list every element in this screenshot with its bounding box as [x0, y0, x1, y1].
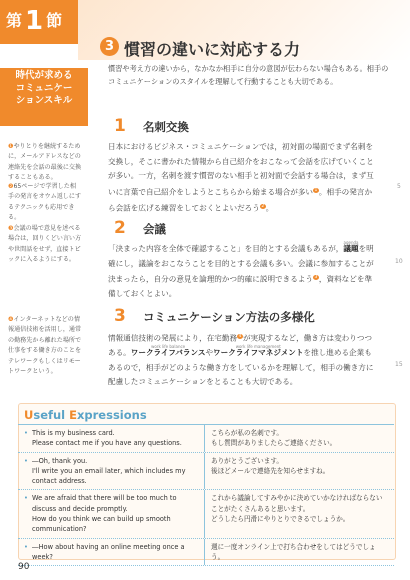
table-row	[18, 425, 394, 453]
term-bold: 議題	[343, 244, 359, 253]
footnote-marker: 1	[314, 187, 318, 193]
expression-english: • ―Oh, thank you. I'll write you an email later, which includes my contact address.	[18, 453, 204, 490]
expression-english: • This is my business card. Please contact me if you have any questions.	[18, 425, 204, 452]
sidenote-number: ❹	[8, 316, 14, 323]
expression-english: • We are afraid that there will be too much to discuss and decide promptly. How do you think we can build up smooth communication?	[18, 490, 204, 537]
paragraph-text: を推し進める企業もあるので，相手がどのような働き方をしているかを理解して，相手の働き方に配慮したコミュニケーションをとることも大切である。	[108, 348, 374, 387]
term-work-life-management	[213, 346, 303, 361]
subsection-heading-1	[114, 116, 189, 136]
footnote-marker: 3	[314, 275, 318, 281]
expression-japanese: こちらが私の名刺です。 もし質問がありましたらご連絡ください。	[204, 425, 394, 452]
table-row	[18, 453, 394, 491]
title-letter: U	[24, 408, 34, 422]
subsection-title: 会議	[142, 222, 166, 236]
paragraph-text: や	[205, 348, 214, 358]
subsection-1-body	[108, 140, 376, 216]
subsection-number: 2	[114, 218, 126, 238]
term-ruby: agenda	[343, 240, 359, 245]
term-work-life-balance	[131, 346, 206, 361]
paragraph-text: を明確にし，議論をおこなうことを目的とする会議も多い。会議に参加することが決まったら，自分の意見を論理的かつ的確に説明できるよう	[108, 244, 374, 284]
line-number: 15	[395, 361, 403, 368]
expression-japanese: これから議論してすみやかに決めていかなければならないことがたくさんあると思います。 どうしたら円滑にやりとりできるでしょうか。	[204, 490, 394, 537]
term-bold: ワークライフマネジメント	[213, 348, 304, 358]
line-number: 5	[397, 183, 401, 190]
sidenote-text: 会議の場で意見を述べる場合は，回りくどい言い方や世間話をせず，直接トピックに入るようにする。	[8, 225, 82, 264]
subsection-heading-2	[114, 218, 166, 238]
chapter-number: 1	[25, 6, 45, 36]
table-row	[18, 539, 394, 567]
title-letter: E	[69, 408, 77, 422]
section-title: 慣習の違いに対応する力	[124, 40, 301, 59]
sidenote-text: 65ページで学習した相手の発言をオウム返しにするテクニックも応用できる。	[8, 183, 82, 222]
paragraph-text: 。相手の発言から会話を広げる練習をしておくとよいだろう	[108, 187, 373, 213]
term-ruby: work life balance	[151, 344, 186, 350]
paragraph-text: が実現するなど，働き方は変わりつつある。	[108, 333, 373, 358]
expression-japanese: 週に一度オンライン上で打ち合わせをしてはどうでしょう。	[204, 539, 394, 566]
paragraph-text: 「決まった内容を全体で確認すること」を目的とする会議もあるが，	[108, 244, 344, 253]
term-agenda	[343, 242, 358, 257]
chapter-suffix: 節	[46, 11, 64, 30]
sidenote-number: ❸	[8, 225, 14, 232]
subsection-2-body	[108, 242, 376, 302]
expression-japanese: ありがとうございます。 後ほどメールで連絡先を知らせますね。	[204, 453, 394, 490]
sidenote-2	[8, 182, 82, 224]
sidenote-4	[8, 315, 82, 377]
line-number: 10	[395, 258, 403, 265]
expression-english: • ―How about having an online meeting once a week?	[18, 539, 204, 566]
term-bold: ワークライフバランス	[130, 348, 206, 358]
paragraph-text: 日本におけるビジネス・コミュニケーションでは，初対面の場面でまず名刺を交換し，そこに書かれた情報から自己紹介をおこなって会話を広げていくことが多い。一方，名刺を渡す慣習のない相手と初対面で会話する場合は，まず互いに言葉で自己紹介をしようとこちらから始まる場合が多い	[108, 142, 374, 197]
subsection-number: 3	[114, 306, 126, 326]
footnote-marker: 2	[261, 203, 265, 209]
title-text: seful	[33, 408, 70, 422]
subsection-title: 名刺交換	[142, 120, 189, 134]
title-text: xpressions	[76, 408, 147, 422]
subsection-number: 1	[114, 116, 126, 136]
paragraph-text: ，資料などを準備しておくとよい。	[108, 274, 373, 299]
sidenote-3	[8, 224, 82, 266]
sidebar-title: 時代が求める コミュニケー ションスキル	[15, 70, 73, 106]
footnote-marker: 4	[238, 334, 242, 339]
useful-expressions-table	[18, 424, 394, 566]
subsection-heading-3	[114, 306, 315, 326]
table-row	[18, 490, 394, 538]
chapter-prefix: 第	[6, 11, 24, 30]
paragraph-text: 情報通信技術の発展により，在宅勤務	[108, 333, 238, 343]
sidenote-text: インターネットなどの情報通信技術を活用し，通常の勤務先から離れた場所で仕事をする働き方のことをテレワークもしくはリモートワークという。	[8, 316, 82, 376]
section-number-badge: 3	[100, 37, 119, 56]
chapter-label	[6, 6, 63, 36]
section-intro: 慣習や考え方の違いから，なかなか相手に自分の意図が伝わらない場合もある。相手のコミュニケーションのスタイルを理解して行動することも大切である。	[108, 64, 389, 86]
sidenote-1	[8, 142, 82, 184]
sidenote-number: ❶	[8, 143, 14, 150]
subsection-3-body	[108, 330, 376, 390]
subsection-title: コミュニケーション方法の多様化	[142, 310, 315, 324]
sidenote-text: やりとりを継続するために，メールアドレスなどの連絡先を会話の最後に交換することもある。	[8, 143, 82, 182]
useful-expressions-title	[24, 408, 147, 422]
paragraph-text: 。	[265, 203, 274, 213]
term-ruby: work life management	[235, 344, 281, 350]
sidenote-number: ❷	[8, 183, 14, 190]
page-number: 90	[18, 562, 30, 572]
